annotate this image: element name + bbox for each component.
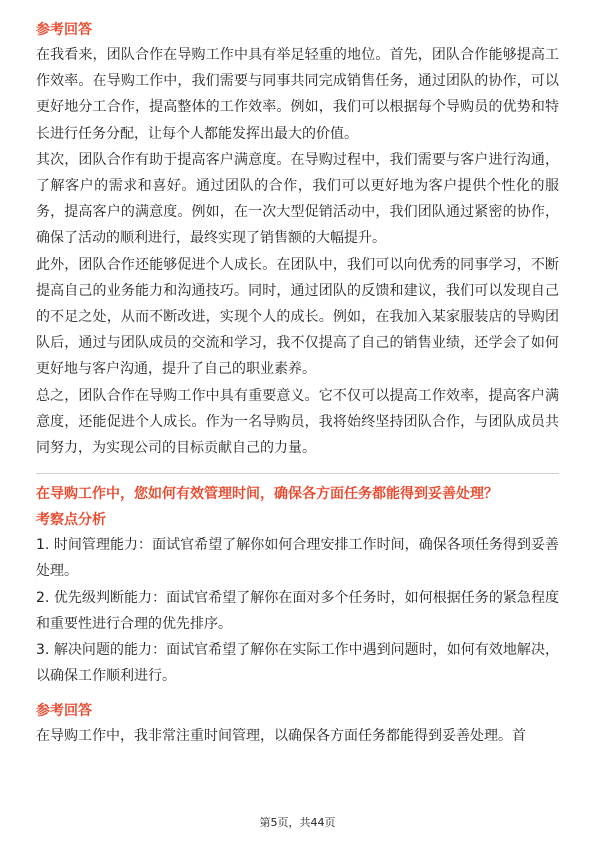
question-heading: 在导购工作中，您如何有效管理时间，确保各方面任务都能得到妥善处理？ [36,486,498,503]
answer-paragraph: 此外，团队合作还能够促进个人成长。在团队中，我们可以向优秀的同事学习，不断提高自己的业务能力和沟通技巧。同时，通过团队的反馈和建议，我们可以发现自己的不足之处，从而不断改进，实现个人的成长。例如，在我加入某家服装店的导购团队后，通过与团队成员的交流和学习，我不仅提高了自己的销售业绩，还学会了如何更好地与客户沟通，提升了自己的职业素养。 [36,256,559,378]
answer-paragraph: 其次，团队合作有助于提高客户满意度。在导购过程中，我们需要与客户进行沟通，了解客户的需求和喜好。通过团队的合作，我们可以更好地为客户提供个性化的服务，提高客户的满意度。例如，在一次大型促销活动中，我们团队通过紧密的协作，确保了活动的顺利进行，最终实现了销售额的大幅提升。 [36,151,559,247]
answer-paragraph: 在我看来，团队合作在导购工作中具有举足轻重的地位。首先，团队合作能够提高工作效率。在导购工作中，我们需要与同事共同完成销售任务，通过团队的协作，可以更好地分工合作，提高整体的工作效率。例如，我们可以根据每个导购员的优势和特长进行任务分配，让每个人都能发挥出最大的价值。 [36,47,559,142]
page-footer: 第5页，共44页 [259,816,336,829]
analysis-point: 2. 优先级判断能力：面试官希望了解你在面对多个任务时，如何根据任务的紧急程度和重要性进行合理的优先排序。 [36,589,559,632]
answer-paragraph: 在导购工作中，我非常注重时间管理，以确保各方面任务都能得到妥善处理。首 [36,728,526,745]
section-divider [36,473,559,474]
page-content [36,18,559,750]
answer-heading: 参考回答 [36,703,92,720]
analysis-point: 1. 时间管理能力：面试官希望了解你如何合理安排工作时间，确保各项任务得到妥善处理。 [36,537,559,580]
analysis-heading: 考察点分析 [36,512,106,529]
analysis-point: 3. 解决问题的能力：面试官希望了解你在实际工作中遇到问题时，如何有效地解决，以确保工作顺利进行。 [36,642,559,685]
answer-paragraph: 总之，团队合作在导购工作中具有重要意义。它不仅可以提高工作效率，提高客户满意度，还能促进个人成长。作为一名导购员，我将始终坚持团队合作，与团队成员共同努力，为实现公司的目标贡献自己的力量。 [36,387,559,457]
answer-heading: 参考回答 [36,22,92,38]
